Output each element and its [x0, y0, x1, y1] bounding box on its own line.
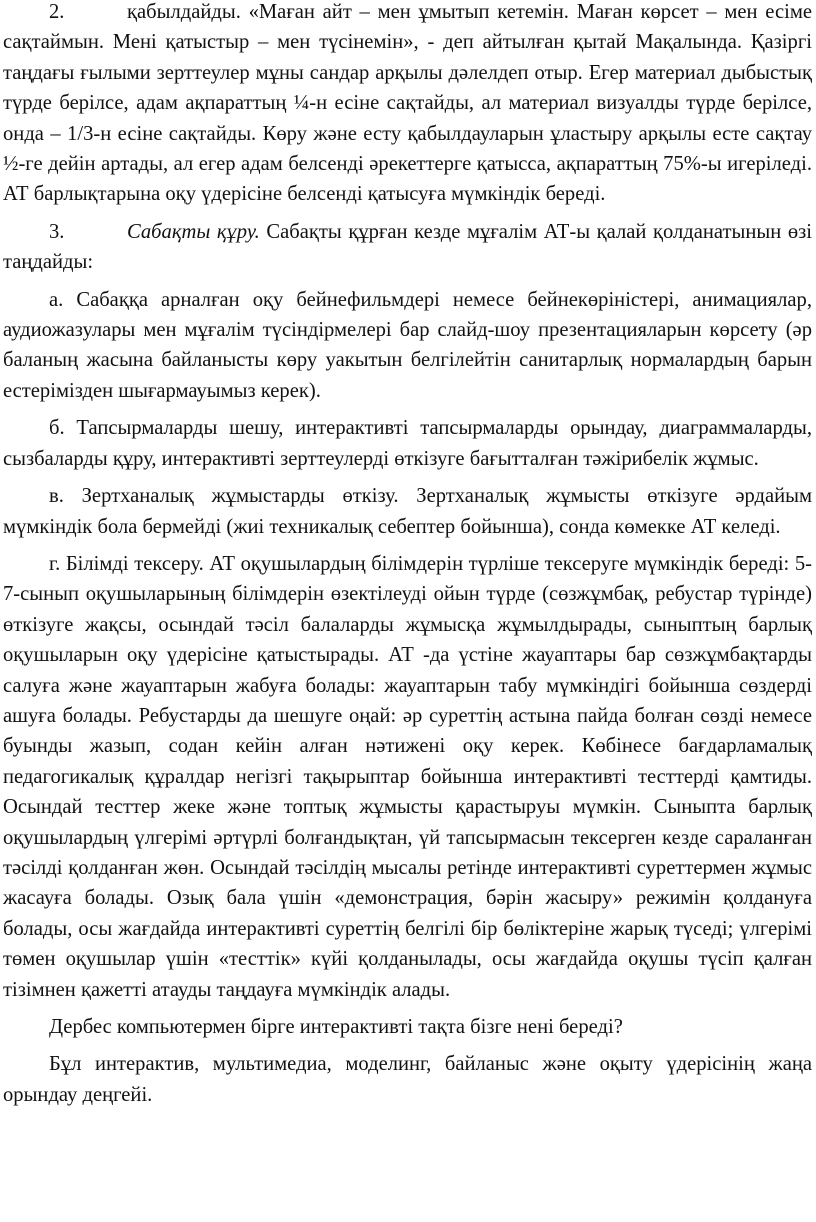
paragraph-item-g: г. Білімді тексеру. АТ оқушылардың білімдерін түрліше тексеруге мүмкіндік береді: 5-7-сынып оқушыларының білімдерін өзектілеуді ойын түрде (сөзжұмбақ, ребустар түрінде) өткізуге жақсы, осындай тәсіл балаларды жұмысқа жұмылдырады, сыныптың барлық оқушыларын оқу үдерісіне қатыстырады. АТ -да үстіне жауаптары бар сөзжұмбақтарды салуға және жауаптарын жабуға болады: жауаптарын табу мүмкіндігі бойынша сөздерді ашуға болады. Ребустарды да шешуге оңай: әр суреттің астына пайда болған сөзді немесе буынды жазып, содан кейін алған нәтижені оқу керек. Көбінесе бағдарламалық педагогикалық құралдар негізгі тақырыптар бойынша интерактивті тесттерді қамтиды. Осындай тесттер жеке және топтық жұмысты қарастыруы мүмкін. Сыныпта барлық оқушылардың үлгерімі әртүрлі болғандықтан, үй тапсырмасын тексерген кезде сараланған тәсілді қолданған жөн. Осындай тәсілдің мысалы ретінде интерактивті суреттермен жұмыс жасауға болады. Озық бала үшін «демонстрация, бәрін жасыру» режимін қолдануға болады, осы жағдайда интерактивті суреттің белгілі бір бөліктеріне жарық түседі; үлгерімі төмен оқушылар үшін «тесттік» күйі қолданылады, осы жағдайда оқушы түсіп қалған тізімнен қажетті атауды таңдауға мүмкіндік алады. — [3, 552, 812, 1001]
paragraph-number: 2. — [49, 1, 65, 23]
paragraph-item-v: в. Зертханалық жұмыстарды өткізу. Зертханалық жұмысты өткізуге әрдайым мүмкіндік бола бермейді (жиі техникалық себептер бойынша), сонда көмекке АТ келеді. — [3, 485, 812, 538]
paragraph-text: Сабақты құрған кезде мұғалім АТ-ы қалай қолданатынын өзі таңдайды: — [3, 220, 812, 274]
answer-paragraph: Бұл интерактив, мультимедиа, моделинг, байланыс және оқыту үдерісінің жаңа орындау деңгейі. — [3, 1053, 812, 1106]
paragraph-item-b: б. Тапсырмаларды шешу, интерактивті тапсырмаларды орындау, диаграммаларды, сызбаларды құру, интерактивті зерттеулерді өткізуге бағытталған тәжірибелік жұмыс. — [3, 417, 812, 470]
paragraph-label: Сабақты құру. — [127, 220, 260, 243]
paragraph-number: 3. — [49, 220, 65, 243]
paragraph-text: қабылдайды. «Маған айт – мен ұмытып кетемін. Маған көрсет – мен есіме сақтаймын. Мені қатыстыр – мен түсінемін», - деп айтылған қытай Мақалында. Қазіргі таңдағы ғылыми зерттеулер мұны сандар арқылы дәлелдеп отыр. Егер материал дыбыстық түрде берілсе, адам ақпараттың ¼-н есіне сақтайды, ал материал визуалды түрде берілсе, онда – 1/3-н есіне сақтайды. Көру және есту қабылдауларын ұластыру арқылы есте сақтау ½-ге дейін артады, ал егер адам белсенді әрекеттерге қатысса, ақпараттың 75%-ы игеріледі. АТ барлықтарына оқу үдерісіне белсенді қатысуға мүмкіндік береді. — [3, 1, 812, 206]
paragraph-item-a: а. Сабаққа арналған оқу бейнефильмдері немесе бейнекөріністері, анимациялар, аудиожазулары мен мұғалім түсіндірмелері бар слайд-шоу презентацияларын көрсету (әр баланың жасына байланысты көру уакытын белгілейтін санитарлық нормалардың барын естерімізден шығармауымыз керек). — [3, 288, 812, 402]
paragraph-3 — [3, 217, 812, 278]
paragraph-2 — [3, 0, 812, 210]
question-paragraph: Дербес компьютермен бірге интерактивті тақта бізге нені береді? — [49, 1016, 623, 1038]
